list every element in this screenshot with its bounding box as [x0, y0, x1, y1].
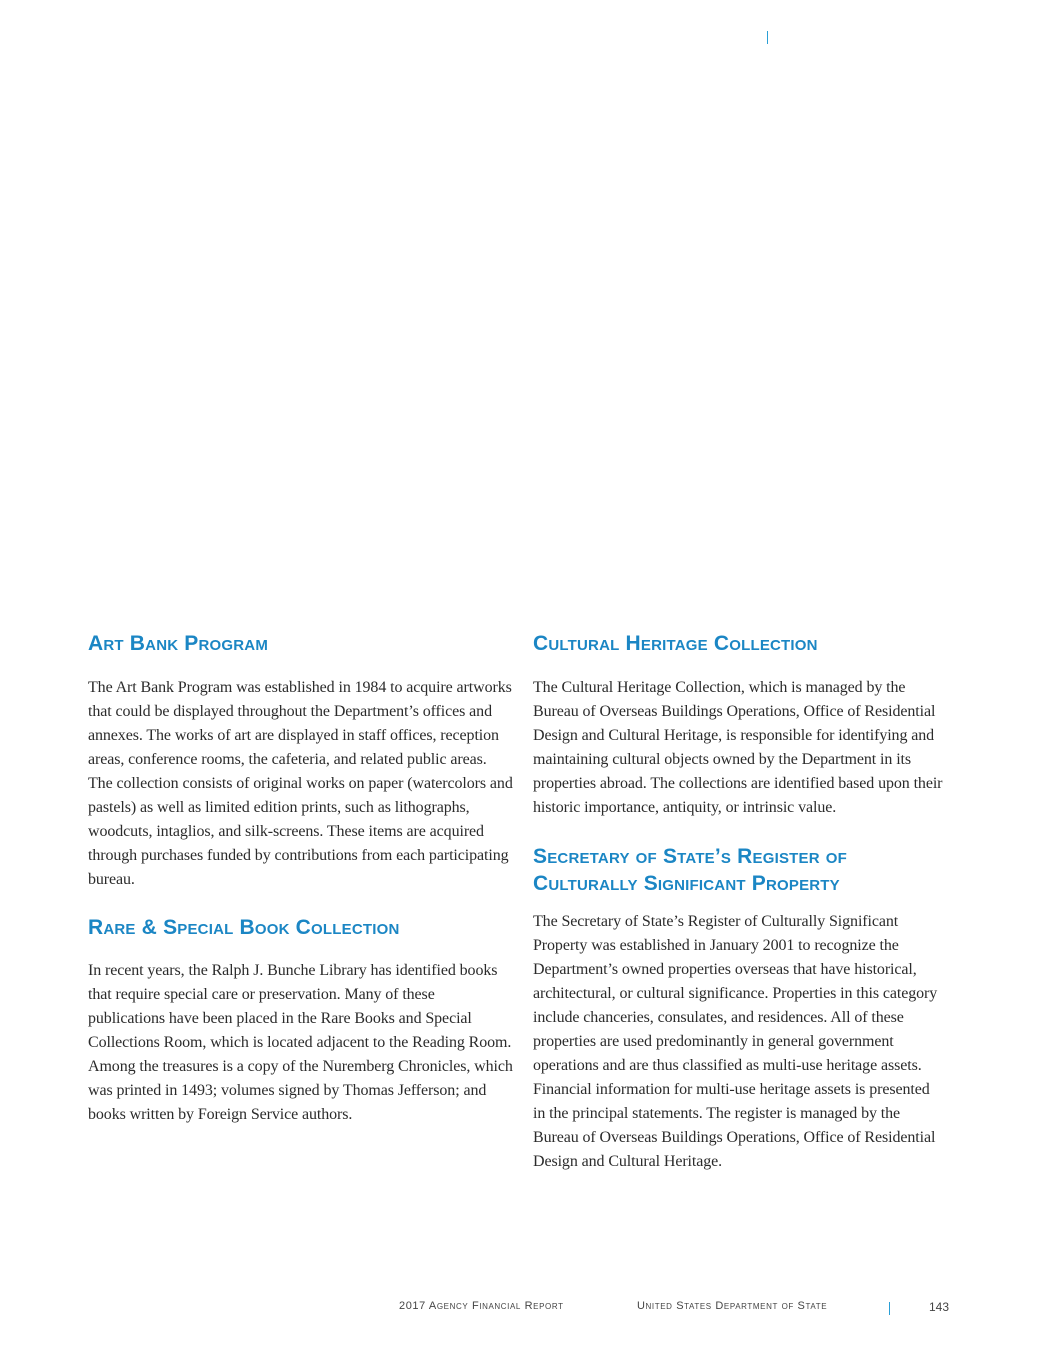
footer-report-title: 2017 Agency Financial Report	[399, 1300, 564, 1312]
left-column	[88, 631, 513, 1127]
page-footer	[0, 1300, 1043, 1320]
register-body: The Secretary of State’s Register of Culturally Significant Property was established in January 2001 to recognize the Department’s owned properties overseas that have historical, architectural, or cultural significance. Properties in this category include chanceries, consulates, and residences. All of these properties are used predominantly in general government operations and are thus classified as multi-use heritage assets. Financial information for multi-use heritage assets is presented in the principal statements. The register is managed by the Bureau of Overseas Buildings Operations, Office of Residential Design and Cultural Heritage.	[533, 913, 938, 1170]
cultural-heritage-heading: Cultural Heritage Collection	[533, 632, 818, 655]
page-number: 143	[929, 1300, 950, 1314]
art-bank-heading: Art Bank Program	[88, 632, 269, 655]
register-heading: Secretary of State’s Register of Culturally Significant Property	[533, 845, 848, 895]
header-accent-rule	[767, 31, 768, 44]
right-column	[533, 631, 943, 1174]
cultural-heritage-body: The Cultural Heritage Collection, which is managed by the Bureau of Overseas Buildings Operations, Office of Residential Design and Cultural Heritage, is responsible for identifying and maintaining cultural objects owned by the Department in its properties abroad. The collections are identified based upon their historic importance, antiquity, or intrinsic value.	[533, 679, 943, 816]
rare-books-body: In recent years, the Ralph J. Bunche Library has identified books that require special care or preservation. Many of these publications have been placed in the Rare Books and Special Collections Room, which is located adjacent to the Reading Room. Among the treasures is a copy of the Nuremberg Chronicles, which was printed in 1493; volumes signed by Thomas Jefferson; and books written by Foreign Service authors.	[88, 962, 513, 1123]
footer-divider	[889, 1302, 890, 1315]
footer-department: United States Department of State	[637, 1300, 828, 1312]
rare-books-heading: Rare & Special Book Collection	[88, 916, 400, 939]
art-bank-body: The Art Bank Program was established in 1984 to acquire artworks that could be displayed throughout the Department’s offices and annexes. The works of art are displayed in staff offices, reception areas, conference rooms, the cafeteria, and related public areas. The collection consists of original works on paper (watercolors and pastels) as well as limited edition prints, such as lithographs, woodcuts, intaglios, and silk-screens. These items are acquired through purchases funded by contributions from each participating bureau.	[88, 679, 513, 888]
